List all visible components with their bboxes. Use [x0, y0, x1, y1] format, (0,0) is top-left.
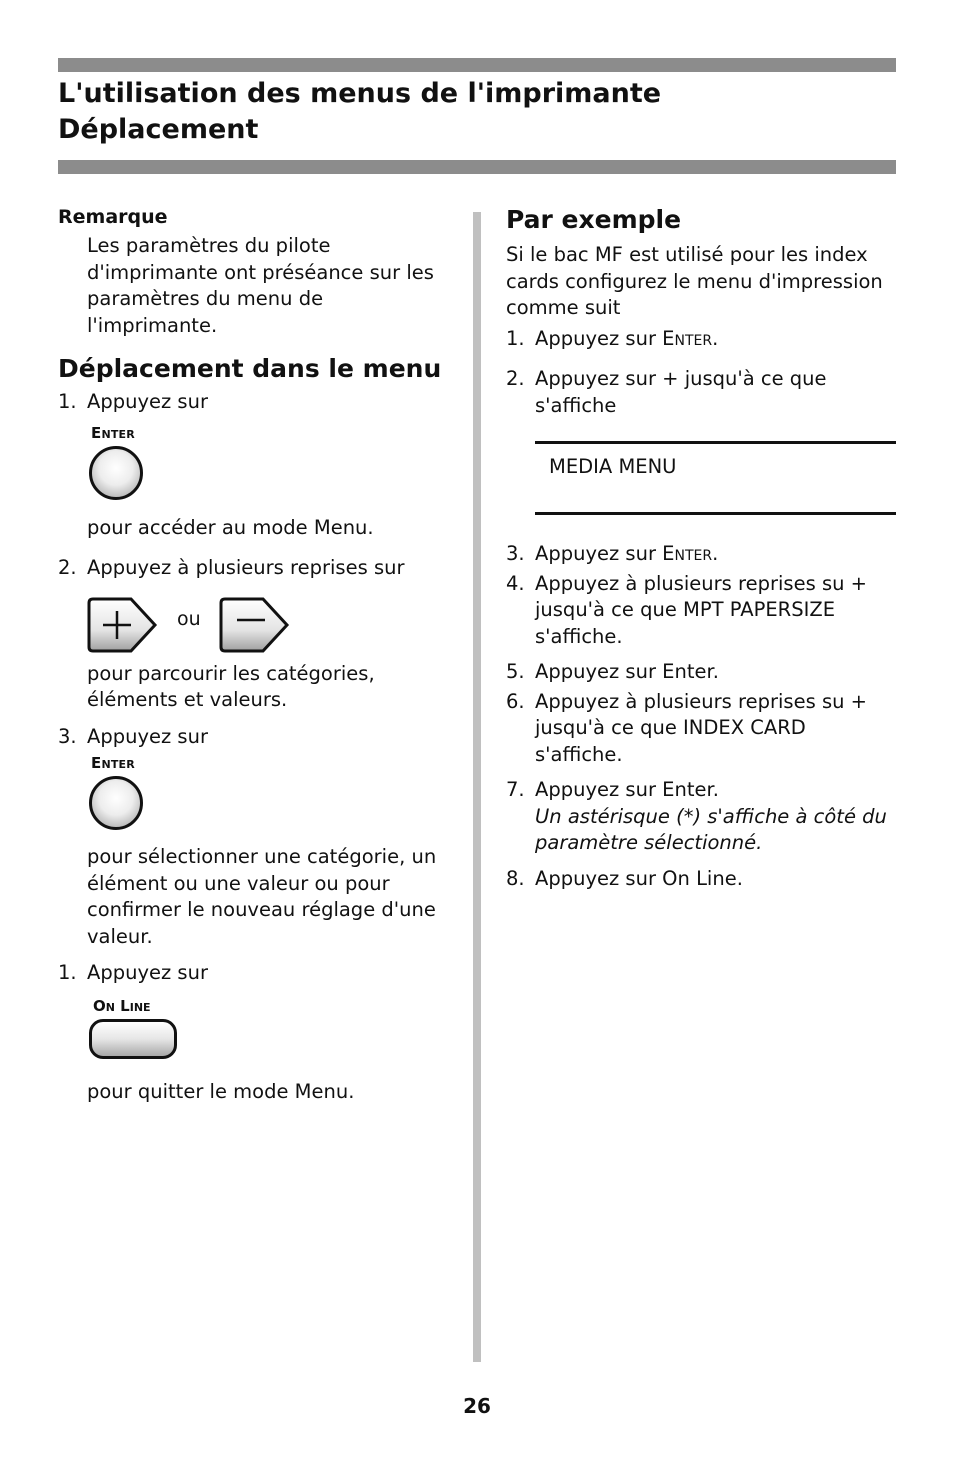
step-text: Appuyez à plusieurs reprises su + jusqu'à ce que MPT PAPERSIZE s'affiche.	[535, 571, 868, 648]
enter-button-icon	[87, 424, 157, 504]
example-step-5	[506, 659, 898, 686]
step-number: 3.	[506, 542, 525, 565]
example-step-8	[506, 866, 898, 893]
step-followup-text: pour accéder au mode Menu.	[87, 515, 374, 539]
example-step-1	[506, 326, 898, 353]
lcd-display	[535, 441, 896, 515]
page-number: 26	[463, 1394, 491, 1418]
step-text-main: Appuyez sur	[535, 542, 663, 565]
step-number: 4.	[506, 571, 525, 595]
step-number: 1.	[58, 961, 77, 984]
step-text: Appuyez sur	[87, 390, 208, 413]
step-note: Un astérisque (*) s'affiche à côté du paramètre sélectionné.	[535, 804, 887, 854]
step-number: 6.	[506, 689, 525, 713]
step-number: 2.	[58, 556, 77, 579]
enter-button-icon	[87, 754, 157, 834]
step-text-end: .	[712, 542, 719, 565]
example-step-6	[506, 689, 898, 769]
example-intro: Si le bac MF est utilisé pour les index cards configurez le menu d'impression comme suit	[506, 243, 883, 319]
note-text: Les paramètres du pilote d'imprimante ont préséance sur les paramètres du menu de l'imprimante.	[87, 234, 434, 337]
or-label: ou	[177, 607, 201, 630]
step-number: 3.	[58, 724, 77, 748]
step-text: Appuyez à plusieurs reprises sur	[87, 556, 405, 579]
step-number: 2.	[506, 367, 525, 390]
online-pill-icon	[89, 1019, 177, 1059]
step-number: 7.	[506, 778, 525, 801]
nav-step-2	[58, 555, 453, 582]
nav-step-3	[58, 724, 453, 751]
nav-step-1	[58, 389, 453, 416]
step-number: 5.	[506, 660, 525, 683]
nav-step-exit	[58, 960, 453, 987]
step-text: Appuyez sur	[87, 724, 208, 748]
step-text-main: Appuyez sur Enter.	[535, 778, 719, 801]
plus-button-icon	[87, 596, 159, 654]
step-text: Appuyez sur On Line.	[535, 866, 743, 890]
step-text: Appuyez à plusieurs reprises su + jusqu'à ce que INDEX CARD s'affiche.	[535, 689, 868, 766]
note-label: Remarque	[58, 206, 168, 228]
section-heading-navigation: Déplacement dans le menu	[58, 354, 442, 383]
step-text	[535, 777, 898, 857]
enter-circle-icon	[89, 446, 143, 500]
enter-circle-icon	[89, 776, 143, 830]
step-followup-text: pour sélectionner une catégorie, un élément ou une valeur ou pour confirmer le nouveau réglage d'une valeur.	[87, 845, 437, 948]
section-heading-example: Par exemple	[506, 205, 682, 234]
header-rule-top	[58, 58, 896, 72]
step-key-name: Enter	[662, 326, 713, 350]
step-text	[535, 541, 898, 568]
page-title-line1: L'utilisation des menus de l'imprimante	[58, 78, 662, 109]
example-step-7	[506, 777, 898, 857]
step-text: Appuyez sur	[87, 961, 208, 984]
step-followup-text: pour quitter le mode Menu.	[87, 1079, 355, 1103]
online-button-icon	[87, 997, 187, 1067]
left-column	[58, 204, 453, 1105]
example-step-3	[506, 541, 898, 568]
step-text-end: .	[712, 326, 719, 350]
step-followup-text: pour parcourir les catégories, éléments et valeurs.	[87, 661, 375, 711]
arrow-buttons	[87, 596, 453, 658]
step-number: 1.	[58, 390, 77, 413]
column-divider	[473, 212, 481, 1362]
step-number: 1.	[506, 326, 525, 350]
lcd-display-text: MEDIA MENU	[549, 455, 677, 478]
page-title-line2: Déplacement	[58, 114, 259, 145]
enter-label: Enter	[91, 754, 135, 772]
minus-button-icon	[219, 596, 291, 654]
step-text: Appuyez sur + jusqu'à ce que s'affiche	[535, 367, 827, 417]
page-title	[58, 76, 896, 148]
example-step-4	[506, 571, 898, 651]
step-key-name: Enter	[662, 542, 713, 565]
enter-label: Enter	[91, 423, 135, 442]
header-rule-bottom	[58, 160, 896, 174]
step-text: Appuyez sur Enter.	[535, 660, 719, 683]
online-label: On Line	[93, 996, 151, 1015]
right-column	[506, 204, 898, 892]
step-text-main: Appuyez sur	[535, 326, 663, 350]
step-number: 8.	[506, 866, 525, 890]
step-text	[535, 326, 898, 353]
example-step-2	[506, 366, 898, 419]
